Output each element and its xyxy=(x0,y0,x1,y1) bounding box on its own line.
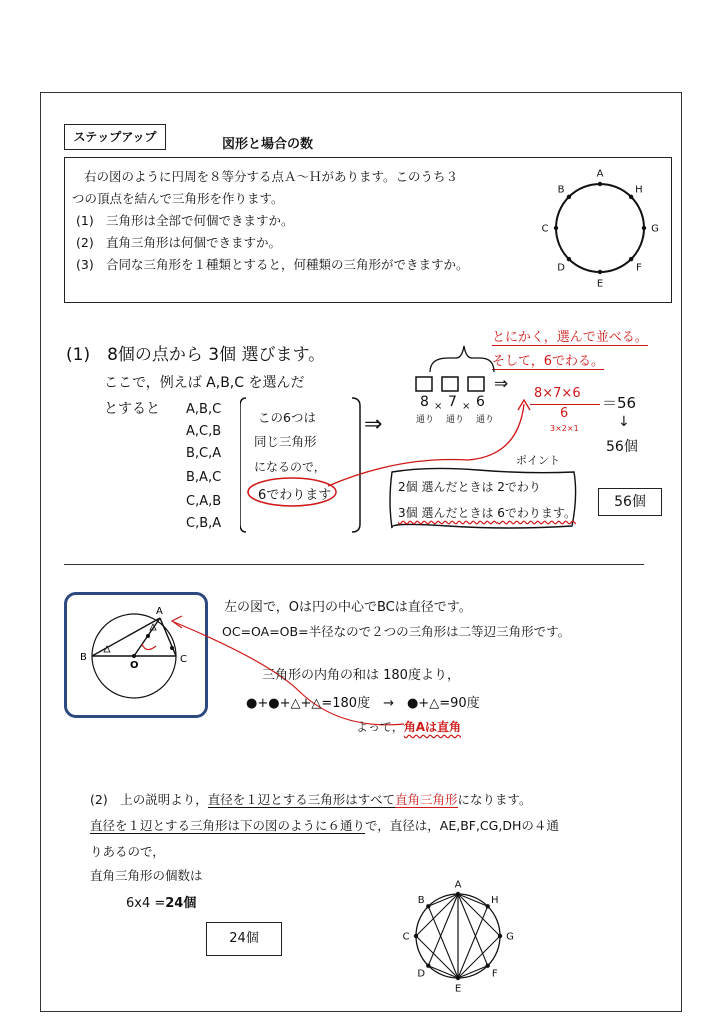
part2-line-2b: で，直径は，AE,BF,CG,DHの４通 xyxy=(365,818,559,833)
part2-answer-box: 24個 xyxy=(206,922,282,956)
step-up-badge: ステップアップ xyxy=(64,124,166,150)
point-label-a: A xyxy=(596,168,604,180)
choice-label-3: 通り xyxy=(476,415,495,425)
explain-line-1: 左の図で，Oは円の中心でBCは直径です。 xyxy=(224,600,472,615)
problem-circle-figure xyxy=(540,164,664,288)
fig-label-b: B xyxy=(80,652,87,663)
choice-box-1 xyxy=(416,377,432,391)
fraction-numerator: 8×7×6 xyxy=(534,386,581,401)
part2-line-4: 直角三角形の個数は xyxy=(90,868,203,883)
point-label-e: E xyxy=(596,278,604,288)
point-label-c: C xyxy=(541,223,549,235)
choice-mult-1: × xyxy=(434,401,443,412)
circle-point-e xyxy=(456,976,460,980)
question-3-number: (3) xyxy=(76,257,94,272)
part1-line3: とすると xyxy=(104,401,160,417)
red-note-2: そして，6でわる。 xyxy=(492,350,604,370)
point-line-2a-text: 3個 選んだときは xyxy=(398,506,498,520)
circle-point-b xyxy=(567,195,571,199)
part2-calc-a: 6x4 = xyxy=(126,896,166,911)
circle-point-f xyxy=(629,257,633,261)
circle-point-c xyxy=(554,226,558,230)
down-arrow: ↓ xyxy=(618,414,630,430)
point-label: ポイント xyxy=(516,454,560,467)
choice-boxes xyxy=(414,374,496,396)
segment-ba xyxy=(92,618,160,656)
question-2: 直角三角形は何個できますか。 xyxy=(106,235,282,250)
octagon-diameter-figure xyxy=(396,880,524,996)
part2-line-2 xyxy=(90,816,559,834)
choice-label-2: 通り xyxy=(446,415,465,425)
choice-mult-2: × xyxy=(462,401,471,412)
point-label-h: H xyxy=(635,184,643,196)
implies-arrow: ⇒ xyxy=(364,412,383,437)
red-angle-mark xyxy=(142,644,156,650)
bracket-note-3: になるので， xyxy=(254,460,326,474)
section-title: 図形と場合の数 xyxy=(222,137,314,152)
explain-line-5a: よって， xyxy=(356,720,404,734)
part2-line-3: りあるので， xyxy=(90,844,165,859)
part2-line-1d: になります。 xyxy=(457,792,532,807)
fraction-result-count: 56個 xyxy=(606,439,638,455)
perm-6: C,B,A xyxy=(186,516,222,531)
point-label-e: E xyxy=(454,983,462,995)
part1-answer-box: 56個 xyxy=(598,488,662,516)
point-label-d: D xyxy=(417,968,426,980)
perm-4: B,A,C xyxy=(186,470,222,485)
part2-line-1a: (2) 上の説明より， xyxy=(90,792,208,807)
red-note-1: とにかく，選んで並べる。 xyxy=(492,326,648,346)
circle-point-a xyxy=(456,892,460,896)
bracket-note-2: 同じ三角形 xyxy=(254,434,317,449)
choice-2: 7 xyxy=(448,394,457,410)
point-label-f: F xyxy=(636,262,642,274)
part2-line-1b: 直径を１辺とする三角形はすべて xyxy=(207,792,395,807)
problem-intro-1: 右の図のように円周を８等分する点Ａ〜Ｈがあります。このうち３ xyxy=(84,169,459,184)
choice-3: 6 xyxy=(476,394,485,410)
fraction-denominator: 6 xyxy=(560,406,569,421)
choice-label-1: 通り xyxy=(416,415,435,425)
explain-line-3: 三角形の内角の和は 180度より， xyxy=(262,668,460,683)
boxes-arrow: ⇒ xyxy=(494,374,509,394)
choice-1: 8 xyxy=(420,394,429,410)
circle-point-a xyxy=(598,182,602,186)
point-line-2b-text: 6でわります。 xyxy=(497,506,576,520)
circle-point-g xyxy=(498,934,502,938)
circle-point-h xyxy=(629,195,633,199)
fraction-result: ＝56 xyxy=(602,394,637,412)
circle-point-b xyxy=(426,904,430,908)
point-label-g: G xyxy=(651,223,659,235)
point-line-1: 2個 選んだときは 2でわり xyxy=(398,480,541,494)
fraction-bar xyxy=(530,404,600,405)
point-line-2a xyxy=(398,504,576,521)
part2-line-2a: 直径を１辺とする三角形は下の図のように６通り xyxy=(90,818,366,833)
fig-label-o: O xyxy=(130,660,139,671)
bracket-note-4: 6でわります xyxy=(258,488,332,503)
point-label-b: B xyxy=(417,894,425,906)
point-label-f: F xyxy=(491,968,498,980)
point-label-g: G xyxy=(506,931,514,943)
point-box xyxy=(388,466,578,532)
point-label-a: A xyxy=(454,880,462,891)
curly-brace xyxy=(430,346,494,372)
circle-point-d xyxy=(426,963,430,967)
circle-point-g xyxy=(642,226,646,230)
fig-label-a: A xyxy=(156,606,163,617)
part1-line1: (1) 8個の点から 3個 選びます。 xyxy=(66,345,326,365)
part2-calc-b: 24個 xyxy=(165,896,197,911)
part1-line2: ここで，例えば A,B,C を選んだ xyxy=(104,375,305,391)
question-3: 合同な三角形を１種類とすると，何種類の三角形ができますか。 xyxy=(106,257,469,272)
part2-line-1 xyxy=(90,790,532,808)
point-label-d: D xyxy=(557,262,565,274)
note-brace xyxy=(428,340,498,374)
bracket-note-1: この6つは xyxy=(258,410,316,425)
circle-point-h xyxy=(485,904,489,908)
part2-line-1c: 直角三角形 xyxy=(394,792,458,807)
explain-line-2: OC=OA=OB=半径なので２つの三角形は二等辺三角形です。 xyxy=(222,624,571,639)
choice-box-2 xyxy=(442,377,458,391)
center-point xyxy=(132,654,136,658)
choice-box-3 xyxy=(468,377,484,391)
point-label-c: C xyxy=(402,931,410,943)
explain-red-arrow-head xyxy=(172,616,182,628)
circle-point-c xyxy=(414,934,418,938)
circle-point-f xyxy=(485,963,489,967)
perm-2: A,C,B xyxy=(186,424,222,439)
section-divider xyxy=(64,564,644,565)
question-2-number: (2) xyxy=(76,235,94,250)
circle-point-d xyxy=(567,257,571,261)
angle-dot-1 xyxy=(146,634,150,638)
explain-line-4: ●+●+△+△=180度 → ●+△=90度 xyxy=(246,696,480,711)
explain-line-5b: 角Aは直角 xyxy=(403,720,462,734)
perm-left-bracket xyxy=(240,398,246,532)
problem-intro-2: つの頂点を結んで三角形を作ります。 xyxy=(72,191,284,206)
fig-label-c: C xyxy=(180,654,187,665)
point-label-b: B xyxy=(557,184,565,196)
part2-calc xyxy=(126,892,196,911)
point-label-h: H xyxy=(491,894,499,906)
question-1-number: (1) xyxy=(76,213,94,228)
perm-1: A,B,C xyxy=(186,402,222,417)
denominator-note: 3×2×1 xyxy=(550,424,579,433)
question-1: 三角形は全部で何個できますか。 xyxy=(106,213,294,228)
perm-3: B,C,A xyxy=(186,446,222,461)
explain-line-5 xyxy=(356,718,461,735)
circle-point-e xyxy=(598,270,602,274)
perm-5: C,A,B xyxy=(186,494,222,509)
